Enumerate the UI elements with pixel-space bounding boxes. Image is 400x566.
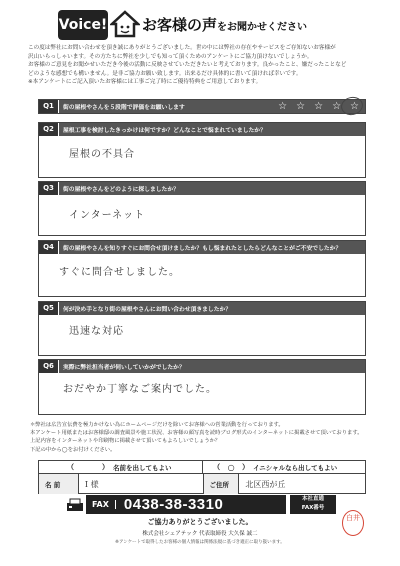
question-5 bbox=[38, 301, 366, 356]
voice-badge: Voice! bbox=[58, 10, 108, 40]
question-text: 街の屋根やさんをどのように探しましたか？ bbox=[63, 187, 179, 193]
star-icon[interactable]: ☆ bbox=[296, 101, 306, 112]
header bbox=[50, 8, 350, 42]
question-2 bbox=[38, 122, 366, 178]
question-number: Q1 bbox=[39, 100, 59, 113]
note-line: 下記の中から◯をお付けください。 bbox=[30, 446, 116, 453]
house-icon bbox=[110, 10, 140, 38]
star-icon[interactable]: ☆ bbox=[278, 101, 288, 112]
fax-section bbox=[38, 494, 366, 514]
answer-text[interactable]: 屋根の不具合 bbox=[69, 149, 135, 160]
question-text: 屋根工事を検討したきっかけは何ですか？どんなことで悩まれていましたか？ bbox=[63, 128, 266, 134]
company-name: 株式会社シェアテック 代表取締役 大久保 誠二 bbox=[142, 531, 258, 537]
star-icon[interactable]: ☆ bbox=[332, 101, 342, 112]
initial-circle-mark: ○ bbox=[227, 462, 235, 472]
answer-text[interactable]: インターネット bbox=[69, 210, 146, 221]
question-number: Q3 bbox=[39, 182, 59, 195]
intro-warning: ※本アンケートにご記入頂いたお客様には工事ご完了時にご優待特典をご用意しております。 bbox=[28, 79, 262, 86]
fax-direct-label: 本社直通 FAX番号 bbox=[290, 495, 336, 514]
name-label: 名 前 bbox=[39, 474, 79, 494]
answer-text[interactable]: おだやか丁寧なご案内でした。 bbox=[63, 384, 217, 395]
question-text: 何が決め手となり街の屋根やさんにお問い合わせ頂きましたか？ bbox=[63, 307, 232, 313]
note-line: 本アンケート用紙またはお客様邸の調査風景や施工状況、お客様の顔写真を読時ブログ形式のインターネットに掲載させて頂いております。 bbox=[30, 430, 363, 437]
fax-number: 0438-38-3310 bbox=[123, 496, 224, 513]
question-6 bbox=[38, 359, 366, 415]
consent-option-initial[interactable]: （ ○ ） イニシャルなら出してもよい bbox=[213, 462, 338, 472]
question-number: Q6 bbox=[39, 360, 59, 373]
fax-number-box bbox=[86, 495, 286, 514]
question-1 bbox=[38, 99, 366, 114]
consent-notes bbox=[30, 421, 375, 454]
intro-line: 沢山いらっしゃいます。その方たちに弊社を少しでも知って頂くためのアンケートにご協力頂けないでしょうか。 bbox=[28, 53, 313, 60]
consent-option-name[interactable]: （ ） 名前を出してもよい bbox=[67, 463, 172, 472]
question-number: Q2 bbox=[39, 123, 59, 136]
intro-line: お客様のご意見をお聞かせいただき今後の活動に反映させていただきたいと考えております。良かったこと、嫌だったことなど bbox=[28, 62, 347, 69]
star-icon[interactable]: ☆ bbox=[350, 101, 359, 112]
fax-machine-icon bbox=[66, 498, 84, 512]
star-icon[interactable]: ☆ bbox=[314, 101, 324, 112]
question-text: 実際に弊社担当者が伺いしていかがでしたか？ bbox=[63, 365, 185, 371]
note-line: ＊弊社は広告宣伝費を極力かけない為にホームページだけを除いてお客様への営業活動を行っております。 bbox=[30, 422, 284, 428]
intro-text bbox=[28, 44, 378, 87]
question-3 bbox=[38, 181, 366, 236]
question-number: Q4 bbox=[39, 241, 59, 254]
answer-text[interactable]: すぐに問合せしました。 bbox=[59, 267, 180, 278]
question-text: 街の屋根やさんを知りすぐにお問合せ頂けましたか？もし悩まれたとしたらどんなことがご不安でしたか？ bbox=[63, 246, 342, 252]
question-text: 街の屋根やさんを５段階で評価をお願いします bbox=[63, 105, 185, 111]
note-line: 上記内容をインターネットや印刷物に掲載させて頂いてもよろしいでしょうか？ bbox=[30, 438, 221, 445]
question-number: Q5 bbox=[39, 302, 59, 315]
rating-circle-mark bbox=[339, 95, 364, 117]
page-title: お客様の声をお聞かせください bbox=[142, 16, 308, 34]
answer-text[interactable]: 迅速な対応 bbox=[69, 326, 124, 337]
privacy-note: ※アンケートで取得したお客様の個人情報は関係法規に基づき適正に取り扱います。 bbox=[115, 540, 285, 545]
seal-stamp: 白井 bbox=[342, 510, 364, 536]
fax-label: FAX bbox=[86, 500, 116, 509]
question-4 bbox=[38, 240, 366, 297]
intro-line: どのような感想でも構いません。是非ご協力お願い致します。出来るだけ具体的に書いて頂ければ幸いです。 bbox=[28, 70, 302, 77]
footer bbox=[0, 517, 400, 545]
address-field[interactable]: 北区西が丘 bbox=[245, 479, 286, 489]
address-label: ご住所 bbox=[204, 474, 240, 494]
name-field[interactable]: I 様 bbox=[84, 479, 99, 489]
intro-line: この度は弊社にお問い合わせを頂き誠にありがとうございました。世の中には弊社の存在やサービスをご存知ないお客様が bbox=[28, 45, 336, 51]
consent-table bbox=[38, 460, 366, 494]
thanks-text: ご協力ありがとうございました。 bbox=[147, 518, 253, 526]
